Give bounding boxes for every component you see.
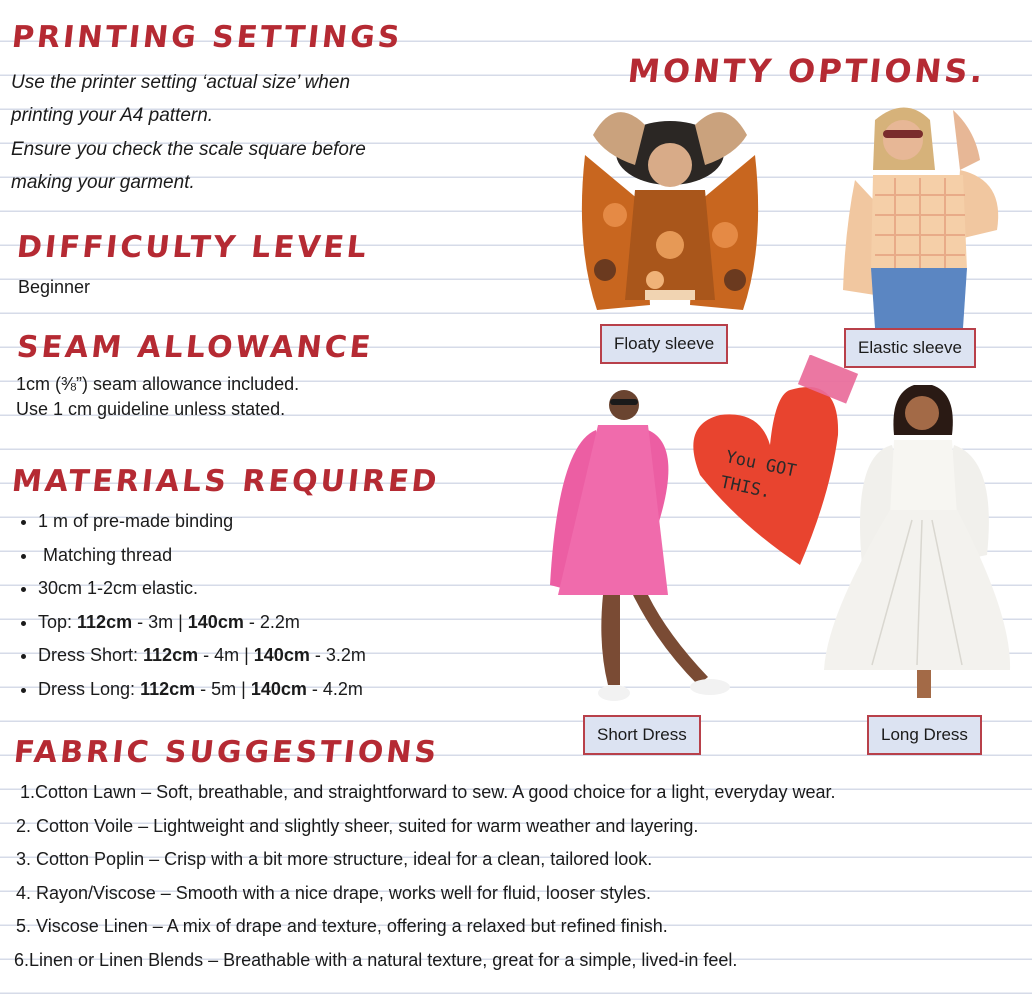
fabric-item: 2. Cotton Voile – Lightweight and slightly sheer, suited for warm weather and layering. <box>16 815 699 836</box>
caption-elastic-sleeve: Elastic sleeve <box>844 328 976 368</box>
fabric-item: 4. Rayon/Viscose – Smooth with a nice drape, works well for fluid, looser styles. <box>16 882 651 903</box>
fabric-item: 1.Cotton Lawn – Soft, breathable, and straightforward to sew. A good choice for a light, everyday wear. <box>20 782 836 802</box>
top-value-2: - 2.2m <box>243 611 300 632</box>
materials-heading: MATERIALS REQUIRED <box>10 464 442 499</box>
top-value-1: - 3m | <box>132 611 188 632</box>
top-label: Top: <box>38 611 78 632</box>
materials-item: • Matching thread <box>38 539 366 573</box>
printing-line-1: Use the printer setting ‘actual size’ when <box>11 72 351 93</box>
monty-options-heading: MONTY OPTIONS. <box>626 52 988 90</box>
materials-item-dress-short <box>38 639 366 673</box>
long-label: Dress Long: <box>38 678 141 699</box>
caption-short-dress: Short Dress <box>583 715 701 755</box>
heart-note-text: You GOT THIS. <box>718 447 799 503</box>
seam-line-1: 1cm (⅜”) seam allowance included. <box>16 374 300 394</box>
seam-line-2: Use 1 cm guideline unless stated. <box>16 399 286 419</box>
short-value-2: - 3.2m <box>309 645 366 665</box>
fabric-item: 5. Viscose Linen – A mix of drape and texture, offering a relaxed but refined finish. <box>16 916 668 936</box>
materials-item: • 30cm 1-2cm elastic. <box>38 572 366 606</box>
floaty-sleeve-photo <box>575 95 765 325</box>
printing-line-4: making your garment. <box>11 172 195 193</box>
printing-line-3: Ensure you check the scale square before <box>11 139 366 160</box>
caption-long-dress: Long Dress <box>867 715 982 755</box>
short-value-1: - 4m | <box>198 645 254 665</box>
printing-settings-heading: PRINTING SETTINGS <box>10 20 405 55</box>
long-width-2: 140cm <box>250 678 307 699</box>
materials-item: • 1 m of pre-made binding <box>38 505 366 539</box>
difficulty-heading: DIFFICULTY LEVEL <box>15 230 371 265</box>
short-label: Dress Short: <box>38 645 144 665</box>
caption-floaty-sleeve: Floaty sleeve <box>600 324 728 364</box>
long-value-2: - 4.2m <box>306 678 363 699</box>
fabric-item: 6.Linen or Linen Blends – Breathable with a natural texture, great for a simple, lived-in feel. <box>14 949 738 970</box>
short-width-2: 140cm <box>253 645 310 665</box>
materials-item-top <box>38 606 366 640</box>
materials-item-dress-long <box>38 673 366 707</box>
elastic-sleeve-photo <box>835 100 1005 328</box>
short-width-1: 112cm <box>143 645 199 665</box>
top-width-2: 140cm <box>187 611 244 632</box>
fabric-suggestions-heading: FABRIC SUGGESTIONS <box>12 735 441 770</box>
difficulty-value: Beginner <box>18 277 91 297</box>
long-width-1: 112cm <box>140 678 196 699</box>
seam-allowance-heading: SEAM ALLOWANCE <box>15 330 375 365</box>
long-value-1: - 5m | <box>195 678 251 699</box>
top-width-1: 112cm <box>77 611 133 632</box>
materials-list <box>16 505 366 706</box>
fabric-list <box>14 776 836 977</box>
printing-line-2: printing your A4 pattern. <box>11 105 214 126</box>
fabric-item: 3. Cotton Poplin – Crisp with a bit more structure, ideal for a clean, tailored look. <box>16 849 653 869</box>
